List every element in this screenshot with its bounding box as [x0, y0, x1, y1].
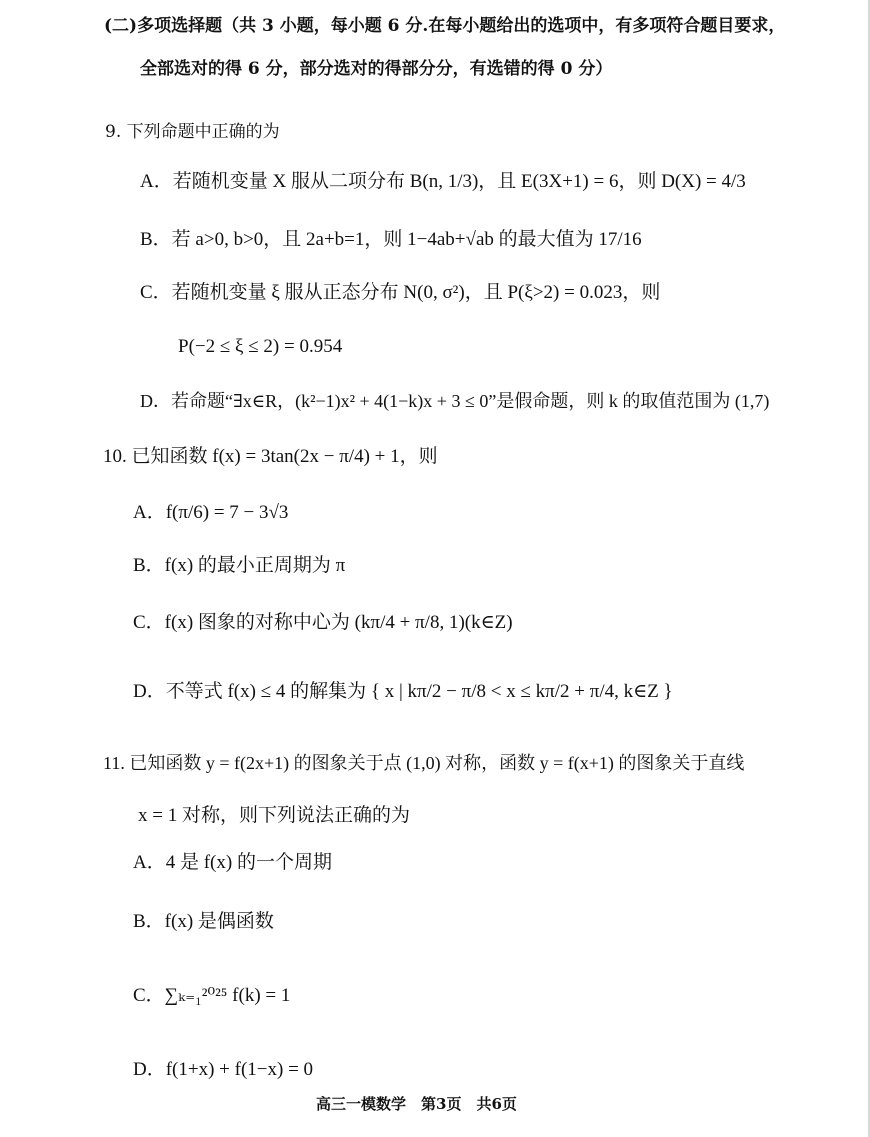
question-11-option-d: D．f(1+x) + f(1−x) = 0 — [133, 1059, 314, 1080]
question-9-option-a: A．若随机变量 X 服从二项分布 B(n, 1/3)，且 E(3X+1) = 6，则 D(X) = 4/3 — [140, 171, 746, 192]
question-11-stem-cont: x = 1 对称，则下列说法正确的为 — [138, 805, 410, 826]
section-header-line2: 全部选对的得 6 分，部分选对的得部分分，有选错的得 0 分） — [140, 59, 613, 79]
question-9-option-c: C．若随机变量 ξ 服从正态分布 N(0, σ²)，且 P(ξ>2) = 0.023，则 — [140, 282, 661, 303]
question-10-option-a: A．f(π/6) = 7 − 3√3 — [133, 502, 289, 523]
question-11-option-b: B．f(x) 是偶函数 — [133, 911, 274, 932]
question-11-option-a: A．4 是 f(x) 的一个周期 — [133, 852, 332, 873]
question-9-option-d: D．若命题“∃x∈R，(k²−1)x² + 4(1−k)x + 3 ≤ 0”是假命题，则 k 的取值范围为 (1,7) — [140, 391, 770, 411]
question-10-option-b: B．f(x) 的最小正周期为 π — [133, 555, 346, 576]
question-10-stem: 10. 已知函数 f(x) = 3tan(2x − π/4) + 1，则 — [103, 446, 438, 467]
section-header-line1: (二)多项选择题（共 3 小题，每小题 6 分.在每小题给出的选项中，有多项符合题目要求， — [104, 16, 786, 36]
question-11-option-c: C．∑ₖ₌₁²⁰²⁵ f(k) = 1 — [133, 985, 291, 1006]
page-footer: 高三一模数学 第3页 共6页 — [316, 1095, 517, 1113]
question-10-option-d: D．不等式 f(x) ≤ 4 的解集为 { x | kπ/2 − π/8 < x ≤ kπ/2 + π/4, k∈Z } — [133, 681, 673, 702]
question-11-stem: 11. 已知函数 y = f(2x+1) 的图象关于点 (1,0) 对称，函数 y = f(x+1) 的图象关于直线 — [103, 753, 745, 773]
question-9-stem: 9. 下列命题中正确的为 — [105, 122, 280, 142]
question-10-option-c: C．f(x) 图象的对称中心为 (kπ/4 + π/8, 1)(k∈Z) — [133, 612, 513, 633]
question-9-option-c-cont: P(−2 ≤ ξ ≤ 2) = 0.954 — [178, 336, 343, 357]
question-9-option-b: B．若 a>0, b>0，且 2a+b=1，则 1−4ab+√ab 的最大值为 17/16 — [140, 229, 642, 250]
